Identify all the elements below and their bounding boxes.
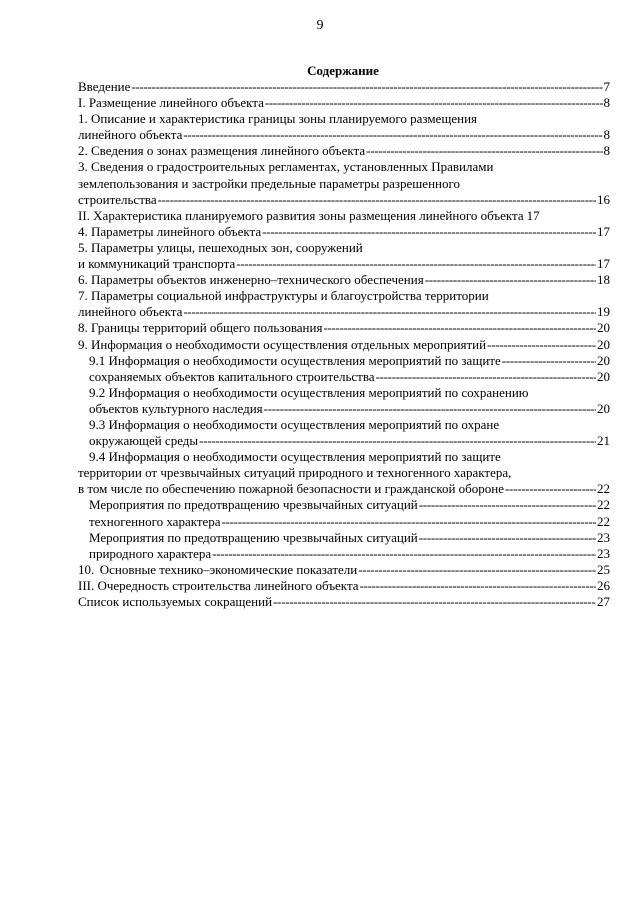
toc-entry[interactable] — [78, 208, 610, 224]
toc-entry-title: линейного объекта — [78, 127, 183, 143]
toc-entry[interactable] — [78, 79, 610, 95]
toc-entry-page: 8 — [603, 127, 610, 143]
toc-entry-title: Мероприятия по предотвращению чрезвычайных ситуаций — [89, 497, 418, 513]
toc-leader — [183, 304, 596, 320]
toc-entry-page: 7 — [603, 79, 610, 94]
toc-entry-page: 27 — [597, 594, 610, 609]
toc-entry-title: Введение — [78, 79, 131, 94]
toc-entry-title: техногенного характера — [89, 513, 221, 529]
toc-entry-title: II. Характеристика планируемого развития зоны размещения линейного объекта — [78, 207, 524, 223]
toc-entry-title: 9. Информация о необходимости осуществления отдельных мероприятий — [78, 336, 487, 352]
toc-entry-title: 9.1 Информация о необходимости осуществления мероприятий по защите — [89, 352, 501, 368]
toc-leader — [212, 546, 596, 562]
toc-entry[interactable] — [78, 514, 610, 530]
toc-entry-title: 7. Параметры социальной инфраструктуры и благоустройства территории — [78, 288, 489, 304]
toc-entry-page: 22 — [597, 513, 610, 529]
toc-entry[interactable] — [78, 272, 610, 288]
toc-entry-title: Мероприятия по предотвращению чрезвычайных ситуаций — [89, 529, 418, 545]
toc-entry-title: землепользования и застройки предельные параметры разрешенного — [78, 175, 460, 191]
toc-entry-title: окружающей среды — [89, 433, 199, 449]
toc-title: Содержание — [307, 63, 379, 78]
toc-entry[interactable] — [78, 95, 610, 111]
toc-entry-title: Основные технико–экономические показатели — [99, 561, 358, 577]
toc-entry-page: 22 — [597, 481, 610, 497]
toc-entry-title: 6. Параметры объектов инженерно–технического обеспечения — [78, 272, 424, 288]
toc-leader — [419, 497, 596, 513]
toc-entry-page: 18 — [597, 272, 610, 288]
toc-entry-page: 20 — [597, 400, 610, 416]
toc-entry-page: 22 — [597, 497, 610, 513]
toc-entry-title: 9.3 Информация о необходимости осуществления мероприятий по охране — [89, 416, 500, 432]
toc-entry[interactable] — [78, 562, 610, 578]
toc-leader — [265, 95, 603, 111]
toc-entry[interactable] — [78, 304, 610, 320]
toc-entry[interactable] — [78, 530, 610, 546]
toc-entry[interactable] — [78, 401, 610, 417]
toc-entry[interactable] — [78, 578, 610, 594]
toc-entry-page: 17 — [597, 223, 610, 239]
toc-entry-title: I. Размещение линейного объекта — [78, 95, 264, 111]
toc-leader — [505, 481, 596, 497]
toc-leader — [131, 79, 602, 95]
toc-entry-line[interactable] — [78, 111, 610, 127]
toc-entry-title: III. Очередность строительства линейного объекта — [78, 577, 359, 593]
toc-entry-line[interactable] — [78, 176, 610, 192]
toc-entry-line[interactable] — [78, 449, 610, 465]
toc-leader — [487, 337, 596, 353]
toc-entry-title: Список используемых сокращений — [78, 594, 273, 609]
toc-entry[interactable] — [78, 594, 610, 610]
toc-entry[interactable] — [78, 337, 610, 353]
toc-entry-title: линейного объекта — [78, 304, 183, 320]
toc-entry-line[interactable] — [78, 465, 610, 481]
toc-leader — [264, 401, 596, 417]
toc-entry-line[interactable] — [78, 240, 610, 256]
toc-leader — [358, 562, 596, 578]
toc-entry-title: 5. Параметры улицы, пешеходных зон, сооружений — [78, 239, 363, 255]
toc-entry-page: 20 — [597, 368, 610, 384]
table-of-contents — [78, 79, 610, 610]
toc-entry-title: 3. Сведения о градостроительных регламентах, установленных Правилами — [78, 159, 494, 175]
toc-leader — [419, 530, 596, 546]
toc-entry-title: 2. Сведения о зонах размещения линейного объекта — [78, 143, 366, 159]
toc-leader — [158, 192, 596, 208]
toc-entry-page: 23 — [597, 545, 610, 561]
toc-entry-page: 8 — [603, 143, 610, 159]
toc-entry[interactable] — [78, 192, 610, 208]
toc-entry[interactable] — [78, 127, 610, 143]
toc-entry[interactable] — [78, 224, 610, 240]
toc-leader — [366, 143, 602, 159]
toc-entry[interactable] — [78, 256, 610, 272]
toc-entry-title: строительства — [78, 191, 157, 207]
toc-entry-title: природного характера — [89, 545, 212, 561]
toc-entry-page: 20 — [597, 320, 610, 336]
toc-entry-title: территории от чрезвычайных ситуаций природного и техногенного характера, — [78, 465, 512, 481]
toc-entry-title: 9.4 Информация о необходимости осуществления мероприятий по защите — [89, 449, 501, 465]
toc-entry[interactable] — [78, 481, 610, 497]
toc-entry-page: 25 — [597, 561, 610, 577]
toc-entry-line[interactable] — [78, 288, 610, 304]
toc-entry[interactable] — [78, 369, 610, 385]
toc-entry-page: 8 — [603, 95, 610, 111]
toc-entry-page: 19 — [597, 304, 610, 320]
toc-entry-number: 10. — [78, 561, 95, 577]
toc-leader — [502, 353, 596, 369]
toc-leader — [376, 369, 596, 385]
toc-entry[interactable] — [78, 143, 610, 159]
toc-leader — [323, 320, 596, 336]
toc-entry-title: 4. Параметры линейного объекта — [78, 223, 262, 239]
toc-leader — [183, 127, 602, 143]
toc-leader — [425, 272, 596, 288]
toc-entry-line[interactable] — [78, 385, 610, 401]
toc-entry-title: объектов культурного наследия — [89, 400, 263, 416]
toc-leader — [273, 594, 596, 610]
toc-leader — [199, 433, 596, 449]
toc-entry-title: 8. Границы территорий общего пользования — [78, 320, 323, 336]
toc-entry-page: 23 — [597, 529, 610, 545]
toc-entry[interactable] — [78, 433, 610, 449]
toc-entry-page: 20 — [597, 352, 610, 368]
toc-entry-title: и коммуникаций транспорта — [78, 256, 236, 272]
toc-entry-page: 16 — [597, 191, 610, 207]
toc-entry[interactable] — [78, 497, 610, 513]
toc-leader — [236, 256, 596, 272]
toc-entry-page: 21 — [597, 433, 610, 449]
toc-entry-title: 1. Описание и характеристика границы зоны планируемого размещения — [78, 111, 478, 127]
toc-entry-line[interactable] — [78, 417, 610, 433]
toc-entry-line[interactable] — [78, 159, 610, 175]
toc-entry-page: 17 — [526, 207, 540, 223]
page-number: 9 — [316, 18, 324, 33]
toc-entry-title: в том числе по обеспечению пожарной безопасности и гражданской обороне — [78, 481, 505, 497]
toc-entry[interactable] — [78, 320, 610, 336]
toc-entry-page: 26 — [597, 577, 610, 593]
toc-leader — [262, 224, 596, 240]
toc-entry[interactable] — [78, 353, 610, 369]
toc-entry-title: сохраняемых объектов капитального строительства — [89, 368, 375, 384]
toc-leader — [222, 514, 596, 530]
toc-leader — [360, 578, 596, 594]
toc-entry[interactable] — [78, 546, 610, 562]
toc-entry-page: 17 — [597, 256, 610, 272]
toc-entry-page: 20 — [597, 336, 610, 352]
toc-entry-title: 9.2 Информация о необходимости осуществления мероприятий по сохранению — [89, 384, 529, 400]
